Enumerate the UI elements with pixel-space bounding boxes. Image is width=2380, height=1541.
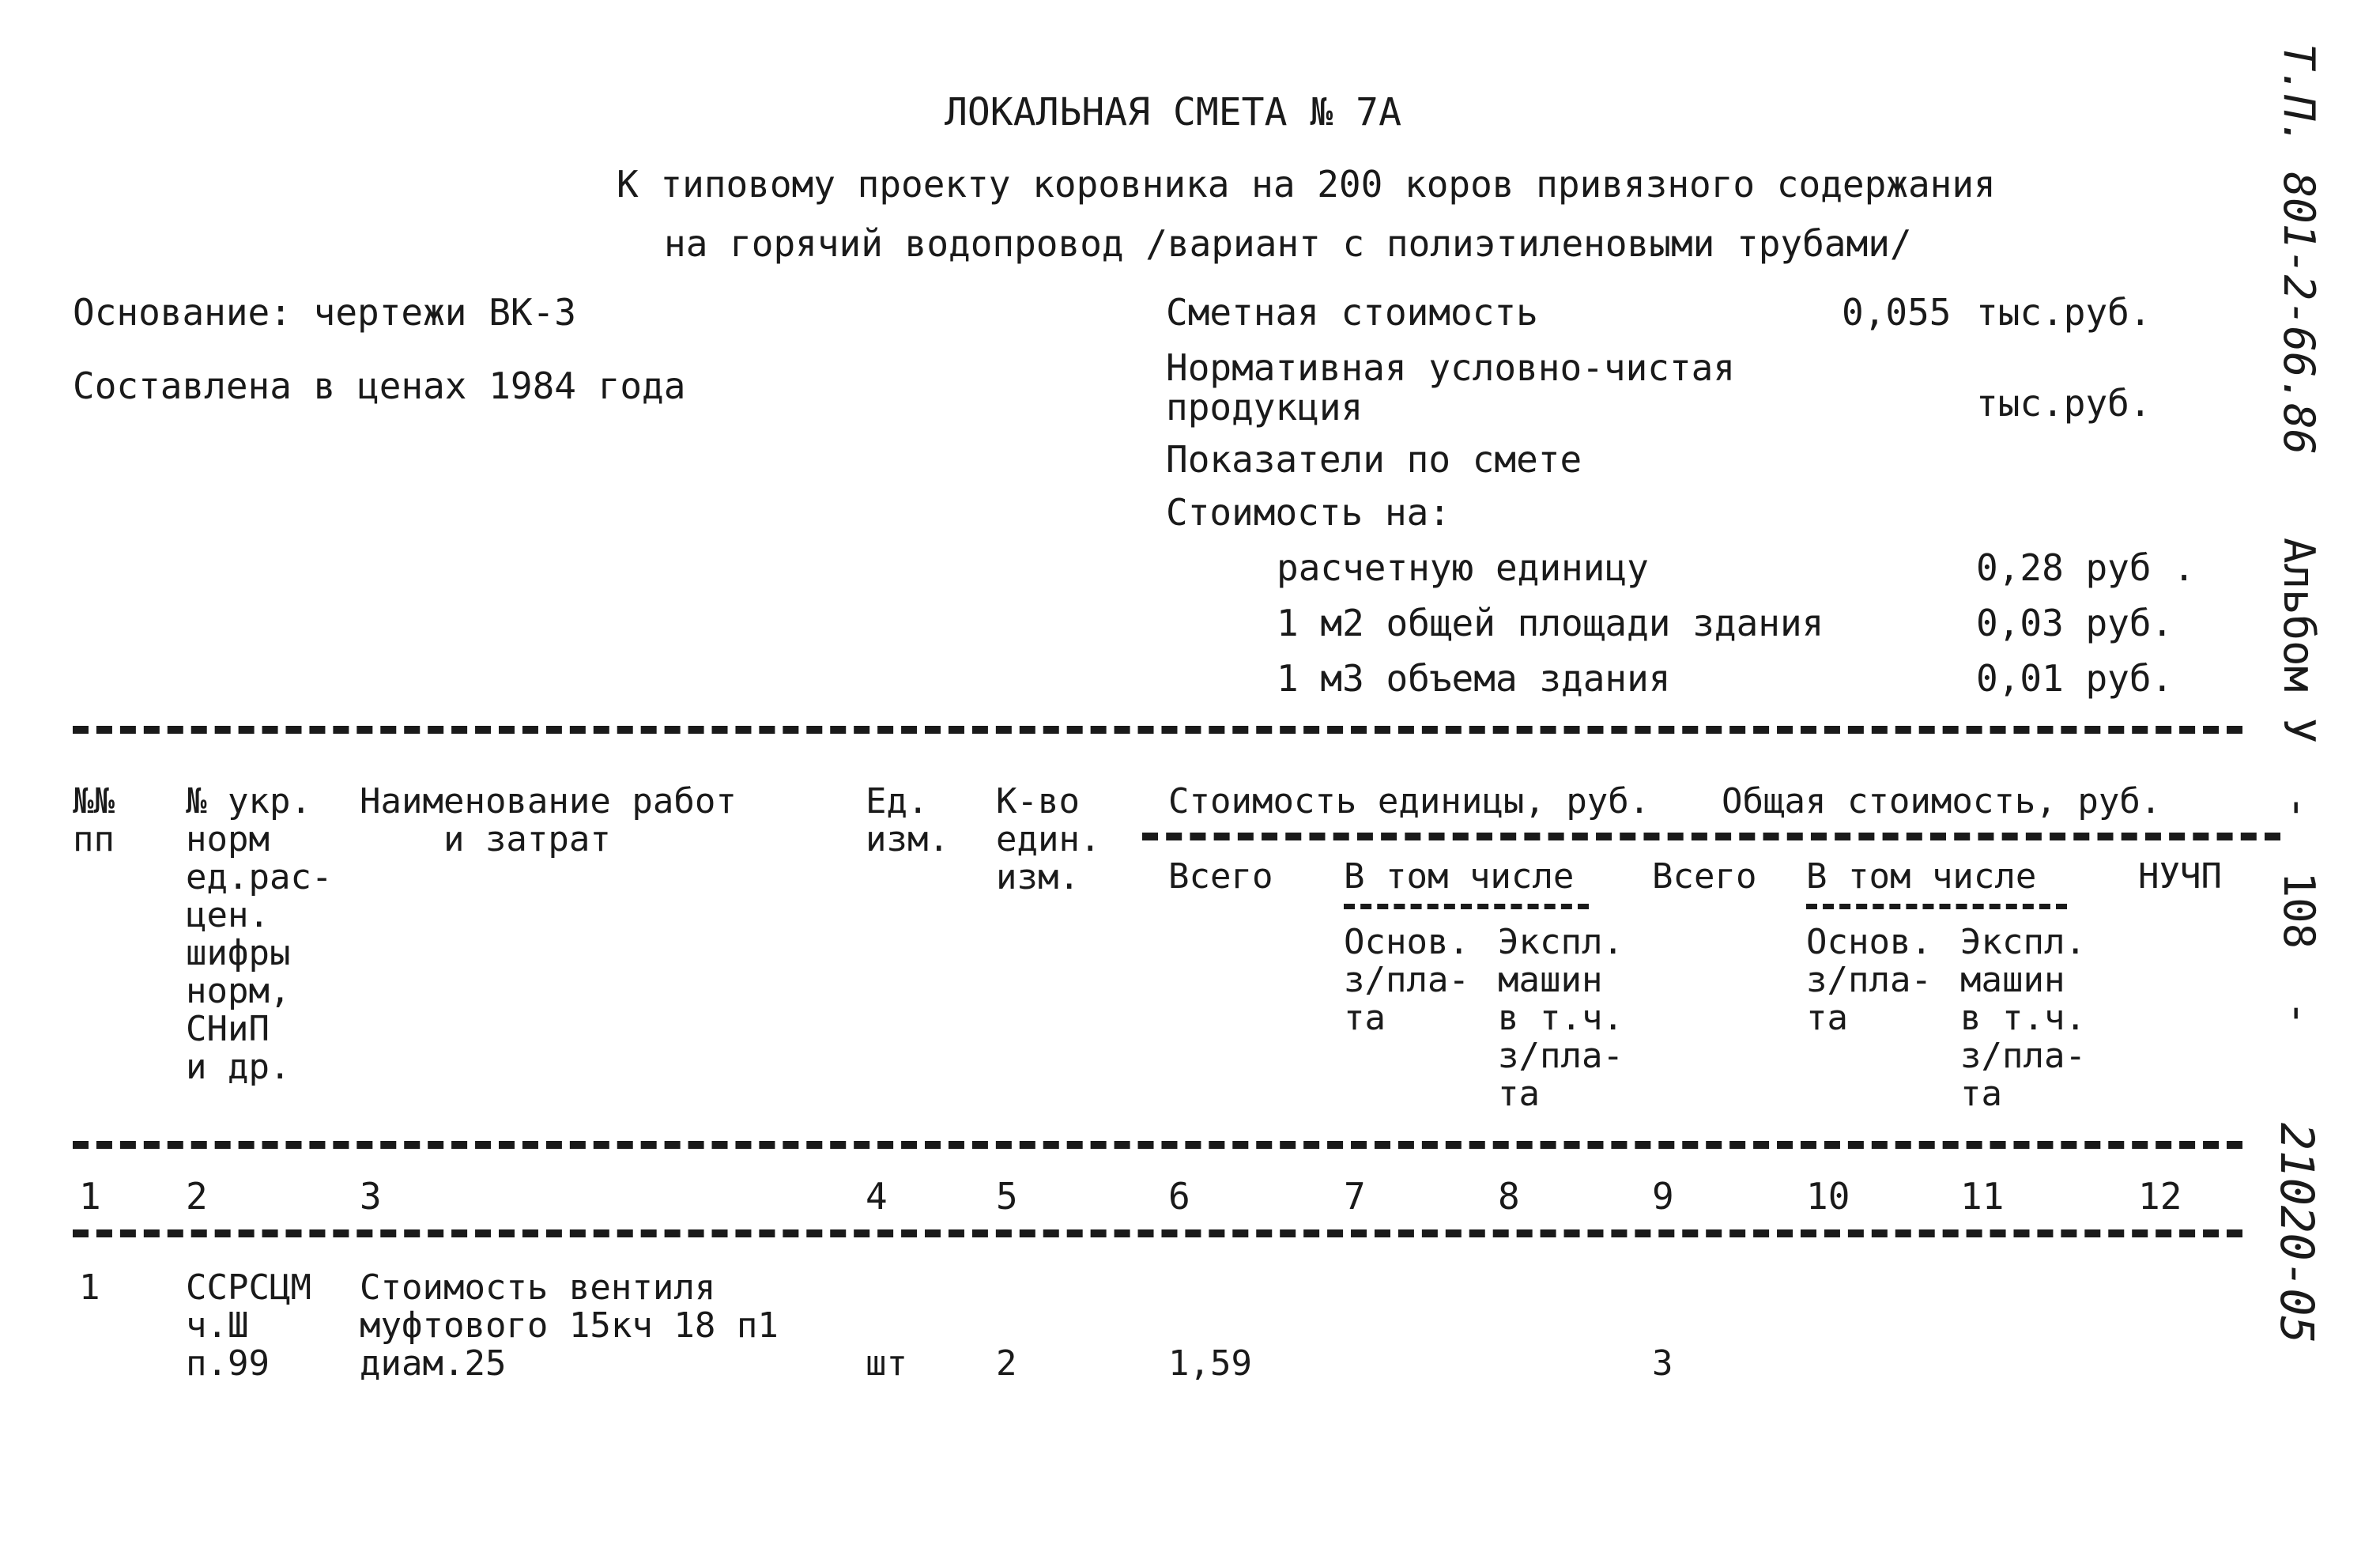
estimated-cost-unit: тыс.руб. — [1976, 291, 2152, 334]
document-title: ЛОКАЛЬНАЯ СМЕТА № 7А — [945, 90, 1401, 134]
prices-year-text: Составлена в ценах 1984 года — [73, 364, 686, 407]
row-unit-total: 1,59 — [1168, 1343, 1252, 1384]
per-m2-label: 1 м2 общей площади здания — [1277, 602, 1824, 644]
col-header-no: №№ пп — [73, 781, 115, 859]
estimated-cost-value: 0,055 — [1842, 291, 1952, 334]
col-header-unit-wage: Основ. з/пла- та — [1344, 922, 1469, 1038]
col-number-2: 2 — [186, 1175, 208, 1218]
per-unit-value: 0,28 руб . — [1976, 546, 2195, 589]
col-header-qty: К-во един. изм. — [996, 781, 1101, 897]
normative-label-line1: Нормативная условно-чистая — [1166, 346, 1736, 389]
separator-cost-groups — [1142, 833, 2280, 840]
col-header-unit-incl: В том числе — [1344, 856, 1575, 897]
separator-total-incl — [1806, 904, 2067, 909]
col-header-code: № укр. норм ед.рас- цен. шифры норм, СНиП и др. — [186, 781, 333, 1087]
col-header-total-wage: Основ. з/пла- та — [1806, 922, 1932, 1038]
separator-top — [73, 726, 2242, 734]
col-header-unit-total: Всего — [1168, 856, 1273, 897]
margin-sheet-number: 21020-05 — [2270, 1123, 2324, 1344]
col-header-unit-mach: Экспл. машин в т.ч. з/пла- та — [1498, 922, 1624, 1114]
separator-unit-incl — [1344, 904, 1589, 909]
document-subtitle-line2: на горячий водопровод /вариант с полиэтиленовыми трубами/ — [664, 222, 1912, 265]
col-number-8: 8 — [1498, 1175, 1520, 1218]
margin-doc-code: Т.П. 801-2-66.86 — [2274, 43, 2324, 455]
col-header-total-mach: Экспл. машин в т.ч. з/пла- та — [1960, 922, 2086, 1114]
col-header-unit-cost-group: Стоимость единицы, руб. — [1168, 781, 1650, 821]
col-header-total-cost-group: Общая стоимость, руб. — [1722, 781, 2162, 821]
col-header-total-incl: В том числе — [1806, 856, 2037, 897]
basis-text: Основание: чертежи ВК-3 — [73, 291, 576, 334]
row-name: Стоимость вентиля муфтового 15кч 18 п1 диам.25 — [360, 1267, 779, 1384]
indicators-label: Показатели по смете — [1166, 438, 1582, 481]
col-header-nuchp: НУЧП — [2138, 856, 2222, 897]
per-unit-label: расчетную единицу — [1277, 546, 1649, 589]
row-code: ССРСЦМ ч.Ш п.99 — [186, 1267, 311, 1384]
col-number-11: 11 — [1960, 1175, 2005, 1218]
normative-label-line2: продукция — [1166, 386, 1364, 429]
document-subtitle-line1: К типовому проекту коровника на 200 коров привязного содержания — [617, 163, 1996, 206]
col-header-unit: Ед. изм. — [866, 781, 949, 859]
per-m3-value: 0,01 руб. — [1976, 657, 2174, 700]
row-no: 1 — [79, 1267, 100, 1308]
estimated-cost-label: Сметная стоимость — [1166, 291, 1538, 334]
row-total-total: 3 — [1652, 1343, 1673, 1384]
col-number-3: 3 — [360, 1175, 382, 1218]
col-number-6: 6 — [1168, 1175, 1190, 1218]
col-number-1: 1 — [79, 1175, 101, 1218]
row-unit: шт — [866, 1343, 907, 1384]
separator-colnums-bottom — [73, 1229, 2242, 1237]
col-number-9: 9 — [1652, 1175, 1674, 1218]
col-header-name: Наименование работ и затрат — [360, 781, 737, 859]
col-number-5: 5 — [996, 1175, 1018, 1218]
normative-unit: тыс.руб. — [1976, 382, 2152, 425]
col-number-7: 7 — [1344, 1175, 1366, 1218]
per-m3-label: 1 м3 объема здания — [1277, 657, 1671, 700]
cost-on-label: Стоимость на: — [1166, 491, 1451, 534]
row-qty: 2 — [996, 1343, 1017, 1384]
col-number-10: 10 — [1806, 1175, 1850, 1218]
col-header-total-total: Всего — [1652, 856, 1757, 897]
col-number-4: 4 — [866, 1175, 888, 1218]
separator-header-bottom — [73, 1141, 2242, 1149]
margin-album: Альбом У - 108 - — [2274, 538, 2324, 1026]
per-m2-value: 0,03 руб. — [1976, 602, 2174, 644]
col-number-12: 12 — [2138, 1175, 2182, 1218]
